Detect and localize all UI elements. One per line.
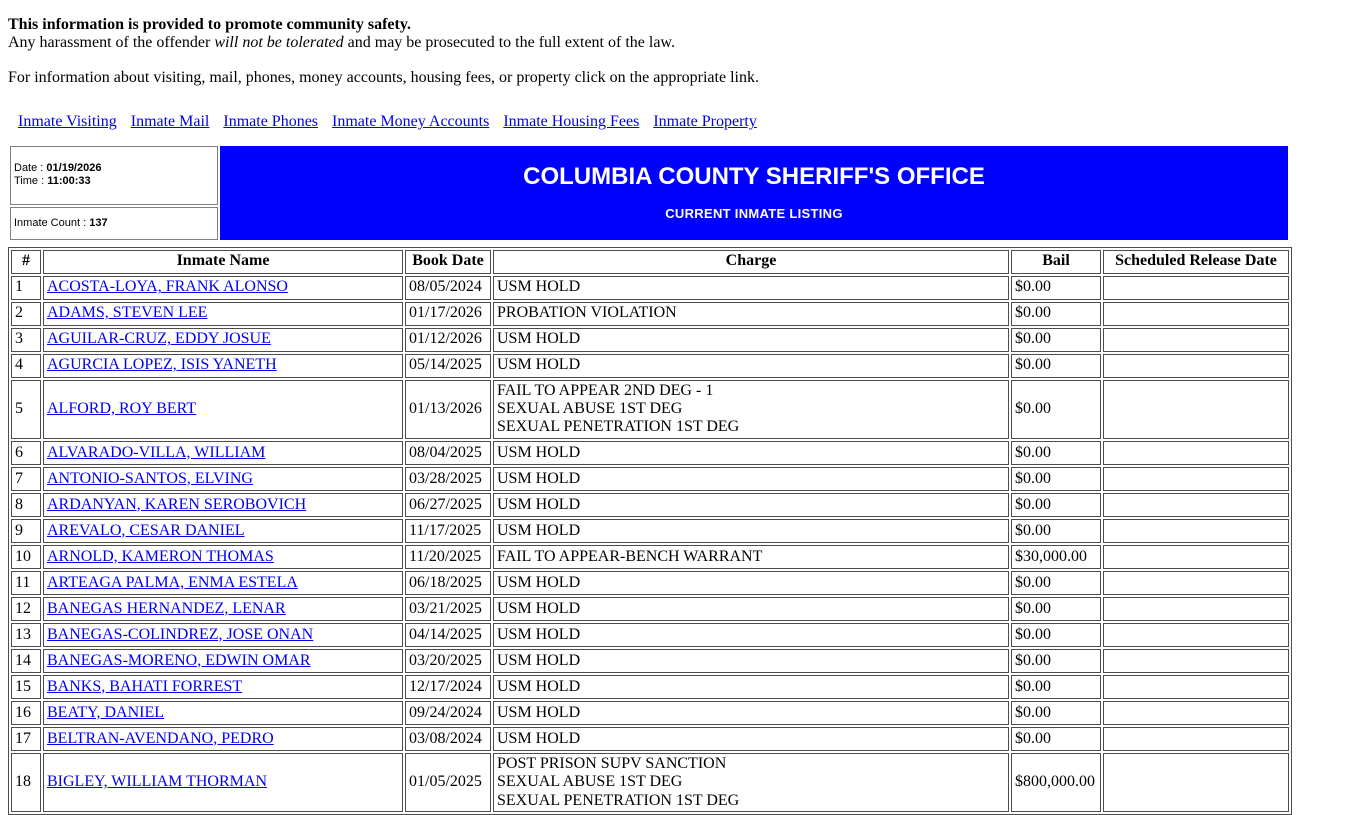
release-date-cell [1103,623,1289,647]
row-number: 7 [11,467,41,491]
inmate-name-link[interactable]: ARDANYAN, KAREN SEROBOVICH [47,495,307,513]
charge-cell [493,649,1009,673]
row-number: 17 [11,727,41,751]
charge-line: USM HOLD [497,651,581,669]
row-number: 12 [11,597,41,621]
charge-cell [493,753,1009,812]
table-header-row [11,250,1289,274]
charge-line: USM HOLD [497,521,581,539]
inmate-name-link[interactable]: BIGLEY, WILLIAM THORMAN [47,773,267,791]
inmate-name-cell [43,302,403,326]
charge-cell [493,354,1009,378]
book-date-cell: 01/13/2026 [405,380,491,439]
release-date-cell [1103,753,1289,812]
bail-cell: $0.00 [1011,441,1101,465]
table-row [11,597,1289,621]
inmate-name-link[interactable]: ADAMS, STEVEN LEE [47,304,208,322]
charge-cell [493,467,1009,491]
table-row [11,571,1289,595]
inmate-name-link[interactable]: BANEGAS HERNANDEZ, LENAR [47,599,286,617]
charge-line: USM HOLD [497,625,581,643]
book-date-cell: 03/08/2024 [405,727,491,751]
charge-cell [493,493,1009,517]
row-number: 8 [11,493,41,517]
inmate-name-cell [43,328,403,352]
book-date-cell: 09/24/2024 [405,701,491,725]
charge-cell [493,701,1009,725]
charge-cell [493,380,1009,439]
book-date-cell: 12/17/2024 [405,675,491,699]
inmate-name-link[interactable]: BANEGAS-COLINDREZ, JOSE ONAN [47,625,314,643]
release-date-cell [1103,380,1289,439]
table-row [11,380,1289,439]
bail-cell: $0.00 [1011,571,1101,595]
inmate-name-link[interactable]: ALVARADO-VILLA, WILLIAM [47,443,266,461]
charge-cell [493,276,1009,300]
charge-line: USM HOLD [497,469,581,487]
row-number: 1 [11,276,41,300]
charge-line: SEXUAL PENETRATION 1ST DEG [497,418,740,436]
bail-cell: $0.00 [1011,727,1101,751]
nav-link-inmate-housing-fees[interactable]: Inmate Housing Fees [503,113,640,131]
date-value: 01/19/2026 [46,162,102,175]
book-date-cell: 01/17/2026 [405,302,491,326]
table-row [11,649,1289,673]
date-label: Date : [14,162,47,175]
row-number: 2 [11,302,41,326]
row-number: 15 [11,675,41,699]
column-header-book-date: Book Date [405,250,491,274]
charge-cell [493,727,1009,751]
book-date-cell: 03/20/2025 [405,649,491,673]
inmate-info-links [8,113,1358,131]
banner [220,146,1288,240]
intro-bold-line: This information is provided to promote community safety. [8,16,411,33]
inmate-name-cell [43,467,403,491]
bail-cell: $0.00 [1011,328,1101,352]
inmate-name-link[interactable]: ANTONIO-SANTOS, ELVING [47,469,253,487]
banner-title: COLUMBIA COUNTY SHERIFF'S OFFICE [523,163,985,191]
inmate-name-link[interactable]: BELTRAN-AVENDANO, PEDRO [47,729,274,747]
row-number: 9 [11,519,41,543]
book-date-cell: 01/05/2025 [405,753,491,812]
charge-line: PROBATION VIOLATION [497,304,677,322]
table-row [11,675,1289,699]
nav-link-inmate-visiting[interactable]: Inmate Visiting [18,113,117,131]
release-date-cell [1103,649,1289,673]
datetime-panel [10,146,218,205]
release-date-cell [1103,441,1289,465]
table-row [11,753,1289,812]
inmate-name-cell [43,597,403,621]
bail-cell: $0.00 [1011,701,1101,725]
book-date-cell: 06/27/2025 [405,493,491,517]
charge-line: SEXUAL ABUSE 1ST DEG [497,399,683,417]
charge-line: USM HOLD [497,443,581,461]
banner-subtitle: CURRENT INMATE LISTING [665,205,843,221]
book-date-cell: 11/17/2025 [405,519,491,543]
inmate-count-value: 137 [89,216,108,229]
inmate-name-cell [43,441,403,465]
time-value: 11:00:33 [47,175,91,188]
bail-cell: $0.00 [1011,675,1101,699]
time-line [14,175,214,188]
charge-line: SEXUAL ABUSE 1ST DEG [497,773,683,791]
release-date-cell [1103,354,1289,378]
bail-cell: $0.00 [1011,597,1101,621]
inmate-name-cell [43,571,403,595]
charge-cell [493,328,1009,352]
table-row [11,276,1289,300]
table-row [11,545,1289,569]
release-date-cell [1103,727,1289,751]
inmate-name-link[interactable]: ARNOLD, KAMERON THOMAS [47,547,274,565]
inmate-name-link[interactable]: AGUILAR-CRUZ, EDDY JOSUE [47,330,271,348]
release-date-cell [1103,571,1289,595]
book-date-cell: 08/04/2025 [405,441,491,465]
charge-cell [493,675,1009,699]
bail-cell: $30,000.00 [1011,545,1101,569]
book-date-cell: 04/14/2025 [405,623,491,647]
row-number: 3 [11,328,41,352]
bail-cell: $0.00 [1011,302,1101,326]
intro-text [8,16,1358,53]
inmate-name-cell [43,675,403,699]
charge-line: SEXUAL PENETRATION 1ST DEG [497,791,740,809]
inmate-name-link[interactable]: BANKS, BAHATI FORREST [47,677,243,695]
table-row [11,328,1289,352]
release-date-cell [1103,302,1289,326]
charge-cell [493,441,1009,465]
nav-link-inmate-property[interactable]: Inmate Property [653,113,757,131]
row-number: 16 [11,701,41,725]
inmate-name-cell [43,701,403,725]
inmate-name-link[interactable]: AGURCIA LOPEZ, ISIS YANETH [47,356,277,374]
release-date-cell [1103,519,1289,543]
book-date-cell: 03/28/2025 [405,467,491,491]
inmate-name-cell [43,623,403,647]
charge-line: USM HOLD [497,599,581,617]
book-date-cell: 11/20/2025 [405,545,491,569]
charge-line: USM HOLD [497,573,581,591]
table-row [11,354,1289,378]
inmate-name-cell [43,753,403,812]
bail-cell: $0.00 [1011,276,1101,300]
charge-line: POST PRISON SUPV SANCTION [497,754,727,772]
row-number: 11 [11,571,41,595]
charge-line: USM HOLD [497,729,581,747]
intro-line2-post: and may be prosecuted to the full extent of the law. [343,34,675,52]
row-number: 5 [11,380,41,439]
book-date-cell: 03/21/2025 [405,597,491,621]
release-date-cell [1103,276,1289,300]
charge-cell [493,623,1009,647]
intro-line2-italic: will not be tolerated [214,34,344,52]
inmate-name-cell [43,380,403,439]
bail-cell: $0.00 [1011,649,1101,673]
row-number: 14 [11,649,41,673]
time-label: Time : [14,175,48,188]
bail-cell: $0.00 [1011,519,1101,543]
table-row [11,701,1289,725]
table-row [11,623,1289,647]
column-header-scheduled-release-date: Scheduled Release Date [1103,250,1289,274]
charge-line: FAIL TO APPEAR-BENCH WARRANT [497,547,763,565]
table-row [11,727,1289,751]
bail-cell: $0.00 [1011,380,1101,439]
charge-cell [493,597,1009,621]
charge-line: FAIL TO APPEAR 2ND DEG - 1 [497,381,714,399]
inmate-name-cell [43,493,403,517]
release-date-cell [1103,545,1289,569]
release-date-cell [1103,328,1289,352]
intro-line2-pre: Any harassment of the offender [8,34,215,52]
table-row [11,441,1289,465]
row-number: 13 [11,623,41,647]
inmate-name-cell [43,727,403,751]
charge-line: USM HOLD [497,356,581,374]
charge-cell [493,571,1009,595]
inmate-listing-table [8,247,1292,815]
column-header-charge: Charge [493,250,1009,274]
column-header--: # [11,250,41,274]
inmate-count-label: Inmate Count : [14,216,90,229]
date-line [14,162,214,175]
charge-line: USM HOLD [497,495,581,513]
bail-cell: $0.00 [1011,354,1101,378]
inmate-name-cell [43,519,403,543]
inmate-name-link[interactable]: ACOSTA-LOYA, FRANK ALONSO [47,278,288,296]
bail-cell: $0.00 [1011,623,1101,647]
charge-cell [493,545,1009,569]
nav-link-inmate-money-accounts[interactable]: Inmate Money Accounts [332,113,490,131]
inmate-name-cell [43,649,403,673]
charge-line: USM HOLD [497,703,581,721]
row-number: 18 [11,753,41,812]
book-date-cell: 05/14/2025 [405,354,491,378]
charge-line: USM HOLD [497,330,581,348]
inmate-name-link[interactable]: BANEGAS-MORENO, EDWIN OMAR [47,651,311,669]
charge-line: USM HOLD [497,278,581,296]
intro-instructions: For information about visiting, mail, phones, money accounts, housing fees, or property click on the appropriate link. [8,68,759,86]
bail-cell: $0.00 [1011,467,1101,491]
inmate-name-link[interactable]: AREVALO, CESAR DANIEL [47,521,245,539]
release-date-cell [1103,597,1289,621]
column-header-inmate-name: Inmate Name [43,250,403,274]
release-date-cell [1103,493,1289,517]
release-date-cell [1103,467,1289,491]
charge-cell [493,519,1009,543]
charge-cell [493,302,1009,326]
inmate-name-cell [43,545,403,569]
inmate-count-panel [10,207,218,240]
nav-link-inmate-phones[interactable]: Inmate Phones [223,113,319,131]
book-date-cell: 08/05/2024 [405,276,491,300]
inmate-name-cell [43,276,403,300]
release-date-cell [1103,701,1289,725]
charge-line: USM HOLD [497,677,581,695]
table-row [11,302,1289,326]
bail-cell: $800,000.00 [1011,753,1101,812]
release-date-cell [1103,675,1289,699]
inmate-name-cell [43,354,403,378]
row-number: 4 [11,354,41,378]
row-number: 6 [11,441,41,465]
table-row [11,493,1289,517]
inmate-name-link[interactable]: BEATY, DANIEL [47,703,165,721]
inmate-name-link[interactable]: ALFORD, ROY BERT [47,399,197,417]
nav-link-inmate-mail[interactable]: Inmate Mail [130,113,210,131]
table-row [11,519,1289,543]
table-row [11,467,1289,491]
book-date-cell: 01/12/2026 [405,328,491,352]
header-panel [8,144,1290,242]
inmate-name-link[interactable]: ARTEAGA PALMA, ENMA ESTELA [47,573,298,591]
row-number: 10 [11,545,41,569]
column-header-bail: Bail [1011,250,1101,274]
bail-cell: $0.00 [1011,493,1101,517]
book-date-cell: 06/18/2025 [405,571,491,595]
